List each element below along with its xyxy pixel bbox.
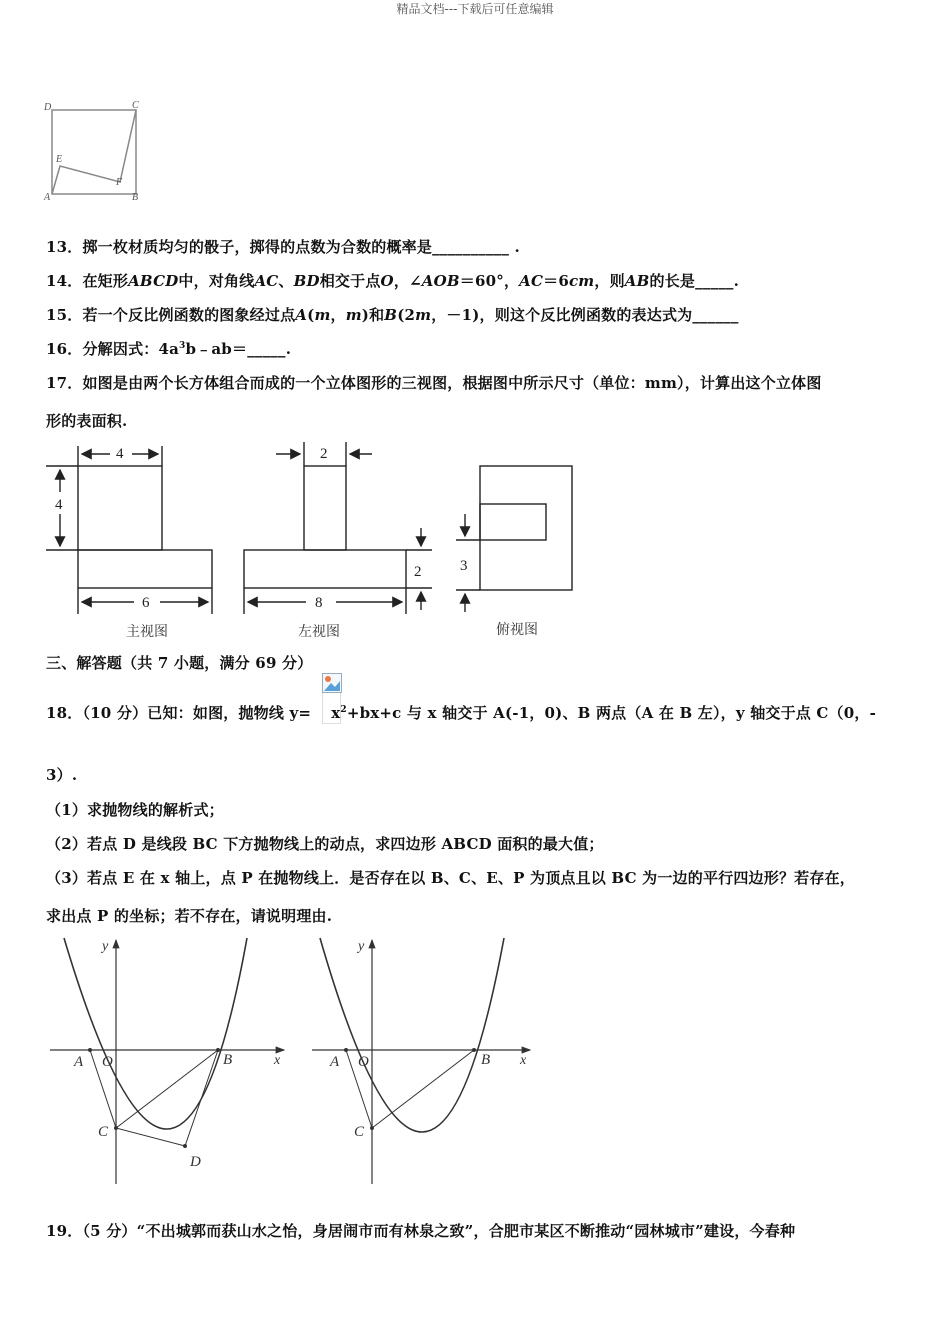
label-y: y [358, 939, 365, 954]
label-b: B [132, 192, 139, 203]
label-a: A [44, 192, 51, 203]
label-c: C [132, 100, 139, 111]
parabola-graph-left [44, 934, 294, 1186]
square-figure [40, 98, 150, 204]
front-view [46, 446, 212, 614]
label-d: D [190, 1154, 201, 1170]
question-18-line1: 18．（10 分）已知：如图，抛物线 $y= x^2+bx+c$ 与 x 轴交于 A(-1，0)、B 两点（A 在 B 左），y 轴交于点 C（0，- [46, 704, 877, 722]
label-c: C [98, 1124, 109, 1140]
question-13: 13．掷一枚材质均匀的骰子，掷得的点数为合数的概率是__________ . [46, 238, 520, 256]
top-dim: 3 [460, 558, 468, 574]
top-view-caption: 俯视图 [496, 622, 538, 638]
label-c: C [354, 1124, 365, 1140]
page-header: 精品文档---下载后可任意编辑 [396, 2, 554, 16]
question-18-part3-cont: 求出点 P 的坐标；若不存在，请说明理由. [46, 907, 333, 925]
label-b: B [223, 1052, 233, 1068]
front-top-width: 4 [116, 446, 124, 462]
label-d: D [44, 102, 52, 113]
label-o: O [358, 1054, 369, 1070]
question-18-line2: 3）. [46, 766, 78, 784]
question-17-line2: 形的表面积. [46, 412, 128, 430]
left-bottom-height: 2 [414, 564, 422, 580]
label-x: x [520, 1053, 527, 1068]
label-f: F [116, 177, 123, 188]
question-18-part1: （1）求抛物线的解析式； [46, 801, 224, 819]
left-bottom-width: 8 [315, 595, 323, 611]
label-o: O [102, 1054, 113, 1070]
question-16: 16．分解因式：$4a^3b﹣ab=\_\_\_\_\_$. [46, 340, 292, 358]
section-3-heading: 三、解答题（共 7 小题，满分 69 分） [46, 654, 313, 672]
question-17-line1: 17．如图是由两个长方体组合而成的一个立体图形的三视图，根据图中所示尺寸（单位：mm），计算出这个立体图 [46, 374, 822, 392]
front-view-caption: 主视图 [126, 624, 168, 640]
question-18-part3: （3）若点 E 在 x 轴上，点 P 在抛物线上．是否存在以 B、C、E、P 为顶点且以 BC 为一边的平行四边形？若存在， [46, 869, 855, 887]
question-14: 14．在矩形ABCD中，对角线AC、BD相交于点O，∠AOB＝60°，AC＝6cm，则AB的长是_____. [46, 272, 740, 290]
label-y: y [102, 939, 109, 954]
label-a: A [74, 1054, 84, 1070]
broken-image-icon [322, 673, 342, 693]
label-x: x [274, 1053, 281, 1068]
label-e: E [56, 154, 63, 165]
question-18-part2: （2）若点 D 是线段 BC 下方抛物线上的动点，求四边形 ABCD 面积的最大值； [46, 835, 604, 853]
front-top-height: 4 [55, 497, 63, 513]
left-view [244, 442, 432, 614]
label-b: B [481, 1052, 491, 1068]
left-top-width: 2 [320, 446, 328, 462]
front-bottom-width: 6 [142, 595, 150, 611]
parabola-graph-right [308, 934, 538, 1186]
question-19-line1: 19．（5 分）“不出城郭而获山水之怡，身居闹市而有林泉之致”，合肥市某区不断推动“园林城市”建设，今春种 [46, 1222, 796, 1240]
left-view-caption: 左视图 [298, 624, 340, 640]
top-view [456, 466, 572, 612]
three-views-figure [40, 436, 600, 644]
label-a: A [330, 1054, 340, 1070]
question-15: 15．若一个反比例函数的图象经过点A(m，m)和B(2m，－1)，则这个反比例函数的表达式为______ [46, 306, 739, 324]
